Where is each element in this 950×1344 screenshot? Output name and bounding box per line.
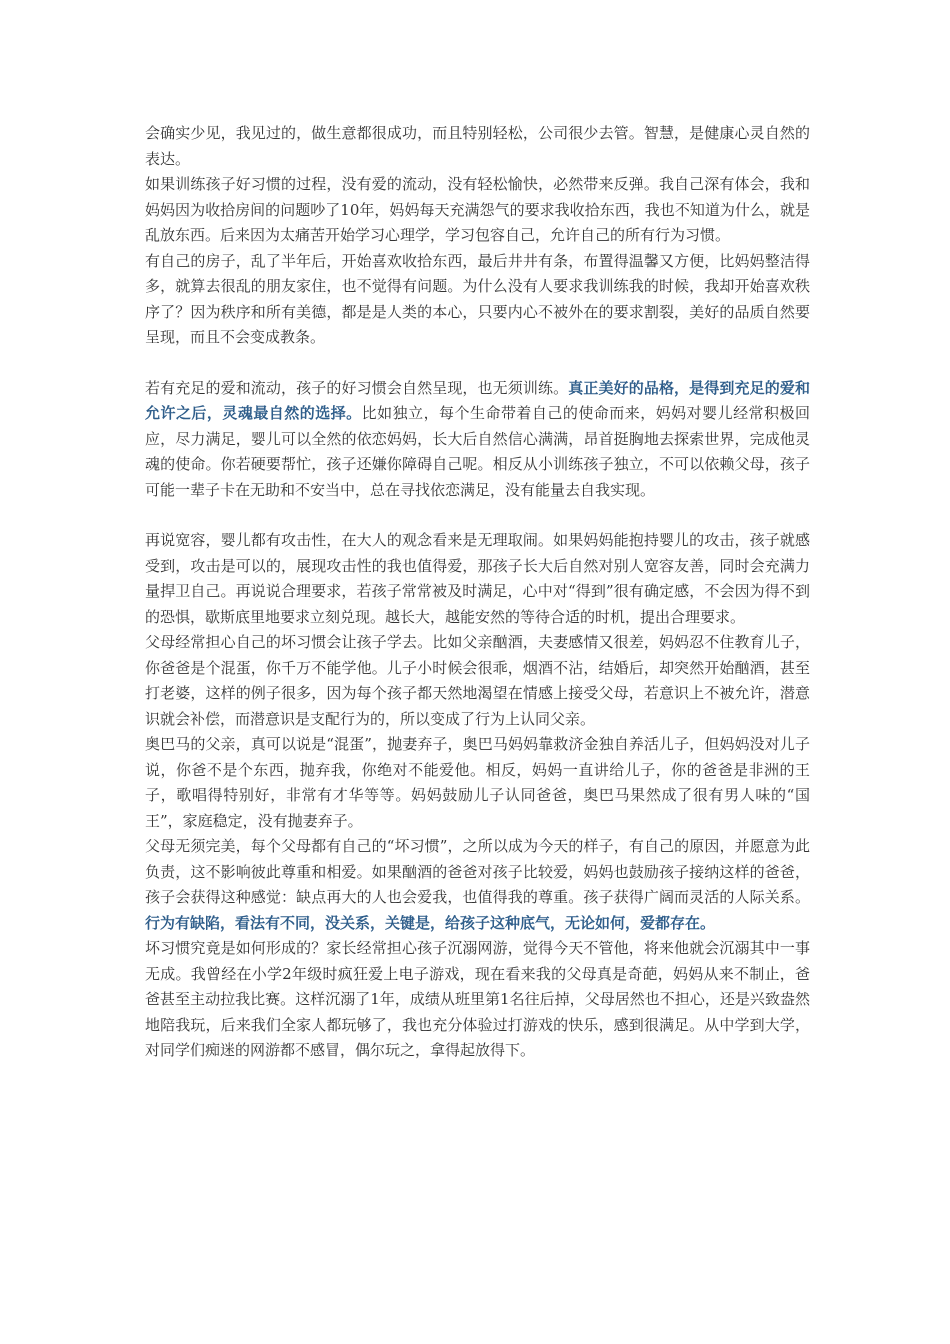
paragraph [145,376,810,504]
article-body [145,121,810,1064]
paragraph [145,732,810,834]
paragraph-text: 父母无须完美，每个父母都有自己的“坏习惯”，之所以成为今天的样子，有自己的原因，并愿意为此负责，这不影响彼此尊重和相爱。如果酗酒的爸爸对孩子比较爱，妈妈也鼓励孩子接纳这样的爸爸，孩子会获得这种感觉：缺点再大的人也会爱我，也值得我的尊重。孩子获得广阔而灵活的人际关系。 [145,837,810,906]
highlighted-text: 真正美好的品格，是得到充足的爱和允许之后，灵魂最自然的选择。 [145,378,810,422]
paragraph-gap [145,503,810,528]
paragraph-text: 父母经常担心自己的坏习惯会让孩子学去。比如父亲酗酒，夫妻感情又很差，妈妈忍不住教育儿子，你爸爸是个混蛋，你千万不能学他。儿子小时候会很乖，烟酒不沾，结婚后，却突然开始酗酒，甚至打老婆，这样的例子很多，因为每个孩子都天然地渴望在情感上接受父母，若意识上不被允许，潜意识就会补偿，而潜意识是支配行为的，所以变成了行为上认同父亲。 [145,633,810,728]
highlighted-text: 行为有缺陷，看法有不同，没关系，关键是，给孩子这种底气，无论如何，爱都存在。 [145,913,716,932]
paragraph [145,528,810,630]
paragraph-text: 再说宽容，婴儿都有攻击性，在大人的观念看来是无理取闹。如果妈妈能抱持婴儿的攻击，孩子就感受到，攻击是可以的，展现攻击性的我也值得爱，那孩子长大后自然对别人宽容友善，同时会充满力量捍卫自己。再说说合理要求，若孩子常常被及时满足，心中对“得到”很有确定感，不会因为得不到的恐惧，歇斯底里地要求立刻兑现。越长大，越能安然的等待合适的时机，提出合理要求。 [145,531,810,626]
paragraph-text: 如果训练孩子好习惯的过程，没有爱的流动，没有轻松愉快，必然带来反弹。我自己深有体会，我和妈妈因为收拾房间的问题吵了10年，妈妈每天充满怨气的要求我收拾东西，我也不知道为什么，就是乱放东西。后来因为太痛苦开始学习心理学，学习包容自己，允许自己的所有行为习惯。 [145,175,810,244]
paragraph [145,172,810,249]
paragraph-text: 会确实少见，我见过的，做生意都很成功，而且特别轻松，公司很少去管。智慧，是健康心灵自然的表达。 [145,124,810,168]
paragraph-text: 奥巴马的父亲，真可以说是“混蛋”，抛妻弃子，奥巴马妈妈靠救济金独自养活儿子，但妈妈没对儿子说，你爸不是个东西，抛弃我，你绝对不能爱他。相反，妈妈一直讲给儿子，你的爸爸是非洲的王子，歌唱得特别好，非常有才华等等。妈妈鼓励儿子认同爸爸，奥巴马果然成了很有男人味的“国王”，家庭稳定，没有抛妻弃子。 [145,735,810,830]
paragraph-text: 坏习惯究竟是如何形成的？家长经常担心孩子沉溺网游，觉得今天不管他，将来他就会沉溺其中一事无成。我曾经在小学2年级时疯狂爱上电子游戏，现在看来我的父母真是奇葩，妈妈从来不制止，爸爸甚至主动拉我比赛。这样沉溺了1年，成绩从班里第1名往后掉，父母居然也不担心，还是兴致盎然地陪我玩，后来我们全家人都玩够了，我也充分体验过打游戏的快乐，感到很满足。从中学到大学，对同学们痴迷的网游都不感冒，偶尔玩之，拿得起放得下。 [145,939,810,1059]
paragraph-gap [145,351,810,376]
paragraph [145,121,810,172]
paragraph-text: 比如独立，每个生命带着自己的使命而来，妈妈对婴儿经常积极回应，尽力满足，婴儿可以全然的依恋妈妈，长大后自然信心满满，昂首挺胸地去探索世界，完成他灵魂的使命。你若硬要帮忙，孩子还嫌你障碍自己呢。相反从小训练孩子独立，不可以依赖父母，孩子可能一辈子卡在无助和不安当中，总在寻找依恋满足，没有能量去自我实现。 [145,404,810,499]
paragraph-text: 若有充足的爱和流动，孩子的好习惯会自然呈现，也无须训练。 [145,378,569,397]
paragraph [145,834,810,936]
paragraph [145,249,810,351]
paragraph [145,936,810,1064]
paragraph [145,630,810,732]
paragraph-text: 有自己的房子，乱了半年后，开始喜欢收拾东西，最后井井有条，布置得温馨又方便，比妈妈整洁得多，就算去很乱的朋友家住，也不觉得有问题。为什么没有人要求我训练我的时候，我却开始喜欢秩序了？因为秩序和所有美德，都是是人类的本心，只要内心不被外在的要求割裂，美好的品质自然要呈现，而且不会变成教条。 [145,251,810,346]
